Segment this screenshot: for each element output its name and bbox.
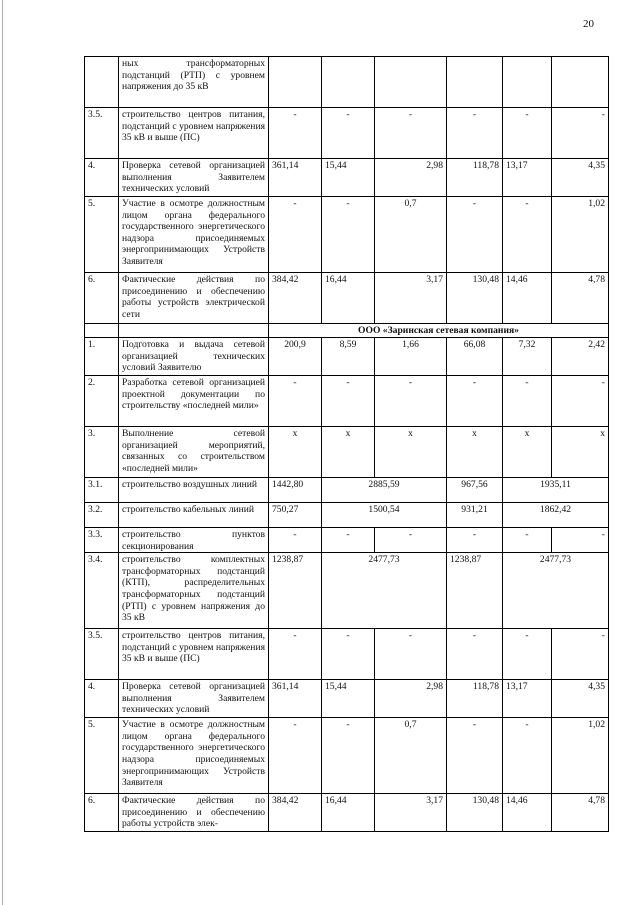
row-number: 3.5. — [85, 108, 119, 159]
cell-value: 4,35 — [552, 680, 609, 718]
cell-value: 1935,11 — [503, 478, 609, 503]
cell-value: - — [552, 108, 609, 159]
cell-value: 3,17 — [375, 273, 447, 324]
table-row — [85, 159, 609, 197]
row-number: 3.5. — [85, 629, 119, 680]
row-number: 5. — [85, 718, 119, 794]
cell-value: - — [503, 528, 552, 553]
cell-value: 14,46 — [503, 794, 552, 832]
company-header: ООО «Заринская сетевая компания» — [269, 324, 609, 338]
cell-value: - — [503, 629, 552, 680]
cell-value: 750,27 — [269, 503, 322, 528]
cell-value: 4,35 — [552, 159, 609, 197]
cell-value: - — [447, 528, 503, 553]
cell-value — [552, 57, 609, 108]
cell-value — [503, 57, 552, 108]
cell-value: 4,78 — [552, 794, 609, 832]
cell-value: 2,98 — [375, 680, 447, 718]
cell-value: - — [552, 376, 609, 427]
row-description: Подготовка и выдача сетевой организацией технических условий Заявителю — [119, 338, 269, 376]
row-description: строительство комплектных трансформаторных подстанций (КТП), распределительных трансформаторных подстанций (РТП) с уровнем напряжения до 35 кВ — [119, 553, 269, 629]
cell-value: 384,42 — [269, 794, 322, 832]
cell-value: 1238,87 — [447, 553, 503, 629]
row-description: Участие в осмотре должностным лицом органа федерального государственного энергетического надзора присоединяемых энергопринимающих Устройств Заявителя — [119, 718, 269, 794]
row-description: Фактические действия по присоединению и обеспечению работы устройств электрической сети — [119, 273, 269, 324]
scan-edge — [2, 0, 3, 905]
cell-value: 0,7 — [375, 718, 447, 794]
row-number: 5. — [85, 197, 119, 273]
cell-value: 2,42 — [552, 338, 609, 376]
cell-value: - — [552, 629, 609, 680]
cell-value: 16,44 — [322, 273, 375, 324]
row-number: 6. — [85, 273, 119, 324]
table-row — [85, 680, 609, 718]
cell-value: 15,44 — [322, 159, 375, 197]
cell-value: 2477,73 — [322, 553, 447, 629]
row-description: ных трансформаторных подстанций (РТП) с уровнем напряжения до 35 кВ — [119, 57, 269, 108]
cell-value: 8,59 — [322, 338, 375, 376]
cell-value — [322, 57, 375, 108]
cell-value: 13,17 — [503, 680, 552, 718]
cell-value: 2885,59 — [322, 478, 447, 503]
row-description: строительство кабельных линий — [119, 503, 269, 528]
cell-value: 130,48 — [447, 273, 503, 324]
cell-value: 1238,87 — [269, 553, 322, 629]
cell-value: x — [552, 427, 609, 478]
cell-value: - — [322, 718, 375, 794]
cell-value — [447, 57, 503, 108]
cell-value: - — [447, 629, 503, 680]
table-row — [85, 108, 609, 159]
table-row — [85, 718, 609, 794]
table-row — [85, 376, 609, 427]
table-row — [85, 273, 609, 324]
table-row — [85, 528, 609, 553]
cell-value: - — [503, 718, 552, 794]
cell-value: 13,17 — [503, 159, 552, 197]
row-number: 2. — [85, 376, 119, 427]
row-number: 4. — [85, 159, 119, 197]
row-description: Выполнение сетевой организацией мероприятий, связанных со строительством «последней мили» — [119, 427, 269, 478]
cell-value: 1,66 — [375, 338, 447, 376]
cell-value: - — [503, 108, 552, 159]
cell-value: - — [322, 197, 375, 273]
cell-value: 361,14 — [269, 159, 322, 197]
table-row — [85, 794, 609, 832]
row-number: 3.3. — [85, 528, 119, 553]
cell-value: - — [269, 108, 322, 159]
table-row — [85, 503, 609, 528]
cell-value: - — [269, 197, 322, 273]
row-number: 1. — [85, 338, 119, 376]
row-description: строительство пунктов секционирования — [119, 528, 269, 553]
cell-value: 3,17 — [375, 794, 447, 832]
cell-value — [375, 57, 447, 108]
cell-value: - — [447, 376, 503, 427]
row-description: Проверка сетевой организацией выполнения Заявителем технических условий — [119, 680, 269, 718]
cell-value: - — [322, 376, 375, 427]
page-number: 20 — [583, 18, 594, 30]
cell-value: - — [375, 629, 447, 680]
cell-value: 384,42 — [269, 273, 322, 324]
cell-value: - — [552, 528, 609, 553]
cell-value: x — [503, 427, 552, 478]
cell-value: - — [375, 108, 447, 159]
cell-value: - — [447, 197, 503, 273]
cell-value: x — [322, 427, 375, 478]
row-description: Участие в осмотре должностным лицом органа федерального государственного энергетического надзора присоединяемых энергопринимающих Устройств Заявителя — [119, 197, 269, 273]
cell-value: 0,7 — [375, 197, 447, 273]
cell-value: 4,78 — [552, 273, 609, 324]
table-row — [85, 427, 609, 478]
row-description: строительство воздушных линий — [119, 478, 269, 503]
table-row — [85, 324, 609, 338]
row-description: строительство центров питания, подстанций с уровнем напряжения 35 кВ и выше (ПС) — [119, 629, 269, 680]
row-number: 3.4. — [85, 553, 119, 629]
cell-value: - — [375, 376, 447, 427]
cell-value: 66,08 — [447, 338, 503, 376]
row-description: строительство центров питания, подстанций с уровнем напряжения 35 кВ и выше (ПС) — [119, 108, 269, 159]
cell-value: 118,78 — [447, 159, 503, 197]
cell-value — [269, 57, 322, 108]
cell-value: - — [503, 376, 552, 427]
row-number — [85, 57, 119, 108]
cell-value: 1,02 — [552, 718, 609, 794]
cell-value: 130,48 — [447, 794, 503, 832]
cell-value: 967,56 — [447, 478, 503, 503]
row-number: 3.2. — [85, 503, 119, 528]
cell-value: - — [322, 528, 375, 553]
cell-value: - — [375, 528, 447, 553]
cell-value: x — [447, 427, 503, 478]
cell-value: x — [375, 427, 447, 478]
cell-value: - — [322, 629, 375, 680]
cell-value: - — [322, 108, 375, 159]
table-row — [85, 553, 609, 629]
cell-value: - — [269, 376, 322, 427]
cell-value: 2477,73 — [503, 553, 609, 629]
table-row — [85, 57, 609, 108]
cell-value: 1,02 — [552, 197, 609, 273]
table-row — [85, 478, 609, 503]
row-description: Фактические действия по присоединению и обеспечению работы устройств элек- — [119, 794, 269, 832]
cell-value: 361,14 — [269, 680, 322, 718]
cell-value: - — [269, 528, 322, 553]
row-description: Проверка сетевой организацией выполнения Заявителем технических условий — [119, 159, 269, 197]
cell-value: - — [447, 718, 503, 794]
table-row — [85, 338, 609, 376]
cell-value: x — [269, 427, 322, 478]
cell-value: 118,78 — [447, 680, 503, 718]
cell-value: 1862,42 — [503, 503, 609, 528]
cell-value: 2,98 — [375, 159, 447, 197]
row-number: 4. — [85, 680, 119, 718]
cell-value: 931,21 — [447, 503, 503, 528]
cell-value: - — [269, 629, 322, 680]
row-number: 6. — [85, 794, 119, 832]
row-number: 3.1. — [85, 478, 119, 503]
cell-value: 14,46 — [503, 273, 552, 324]
row-number: 3. — [85, 427, 119, 478]
cell-value: - — [503, 197, 552, 273]
cell-value: 200,9 — [269, 338, 322, 376]
cell-value: - — [269, 718, 322, 794]
tariff-table — [84, 56, 609, 832]
row-description: Разработка сетевой организацией проектной документации по строительству «последней мили» — [119, 376, 269, 427]
table-row — [85, 197, 609, 273]
cell-value: 7,32 — [503, 338, 552, 376]
table-row — [85, 629, 609, 680]
cell-value: - — [447, 108, 503, 159]
cell-value: 16,44 — [322, 794, 375, 832]
cell-value: 15,44 — [322, 680, 375, 718]
cell-value: 1500,54 — [322, 503, 447, 528]
cell-value: 1442,80 — [269, 478, 322, 503]
